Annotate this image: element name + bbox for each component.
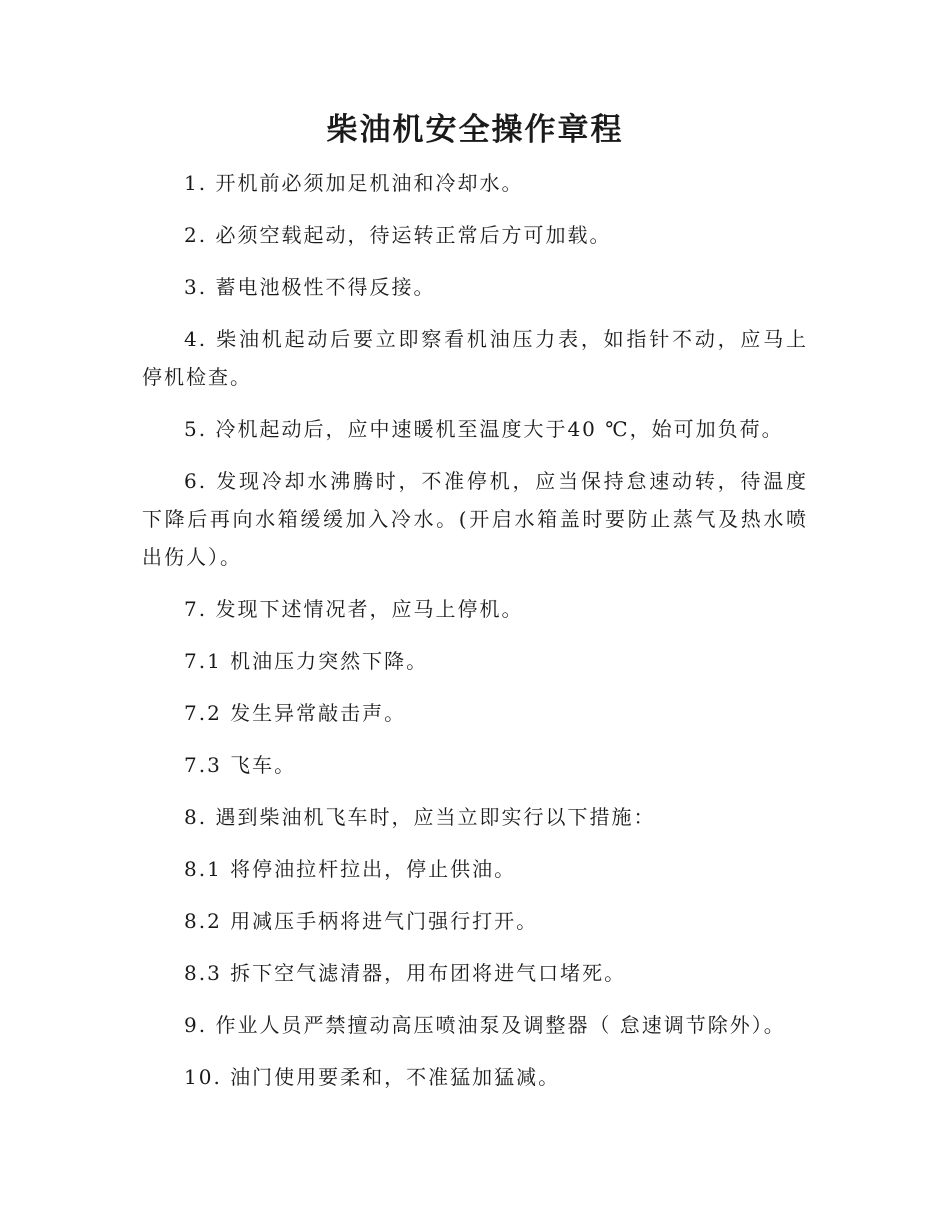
rule-item-7-3: 7.3 飞车。 [184, 753, 297, 777]
document-title: 柴油机安全操作章程 [326, 112, 624, 148]
rule-item-6: 6. 发现冷却水沸腾时，不准停机，应当保持怠速动转，待温度下降后再向水箱缓缓加入冷水。(开启水箱盖时要防止蒸气及热水喷出伤人）。 [142, 469, 808, 569]
rule-item-7-2: 7.2 发生异常敲击声。 [184, 701, 407, 725]
rule-item-5: 5. 冷机起动后，应中速暖机至温度大于40 ℃，始可加负荷。 [184, 417, 784, 441]
rule-item-4: 4. 柴油机起动后要立即察看机油压力表，如指针不动，应马上停机检查。 [142, 327, 808, 389]
rule-item-8-3: 8.3 拆下空气滤清器，用布团将进气口堵死。 [184, 961, 627, 985]
rule-item-7: 7. 发现下述情况者，应马上停机。 [184, 597, 524, 621]
rule-item-9: 9. 作业人员严禁擅动高压喷油泵及调整器（ 怠速调节除外）。 [184, 1013, 786, 1037]
rule-item-10: 10. 油门使用要柔和，不准猛加猛减。 [184, 1065, 561, 1089]
rule-item-3: 3. 蓄电池极性不得反接。 [184, 275, 436, 299]
rule-item-7-1: 7.1 机油压力突然下降。 [184, 649, 429, 673]
rule-item-8: 8. 遇到柴油机飞车时，应当立即实行以下措施： [184, 805, 656, 829]
rules-list [142, 164, 808, 1110]
rule-item-1: 1. 开机前必须加足机油和冷却水。 [184, 171, 524, 195]
rule-item-8-1: 8.1 将停油拉杆拉出，停止供油。 [184, 857, 517, 881]
rule-item-8-2: 8.2 用减压手柄将进气门强行打开。 [184, 909, 539, 933]
rule-item-2: 2. 必须空载起动，待运转正常后方可加载。 [184, 223, 612, 247]
